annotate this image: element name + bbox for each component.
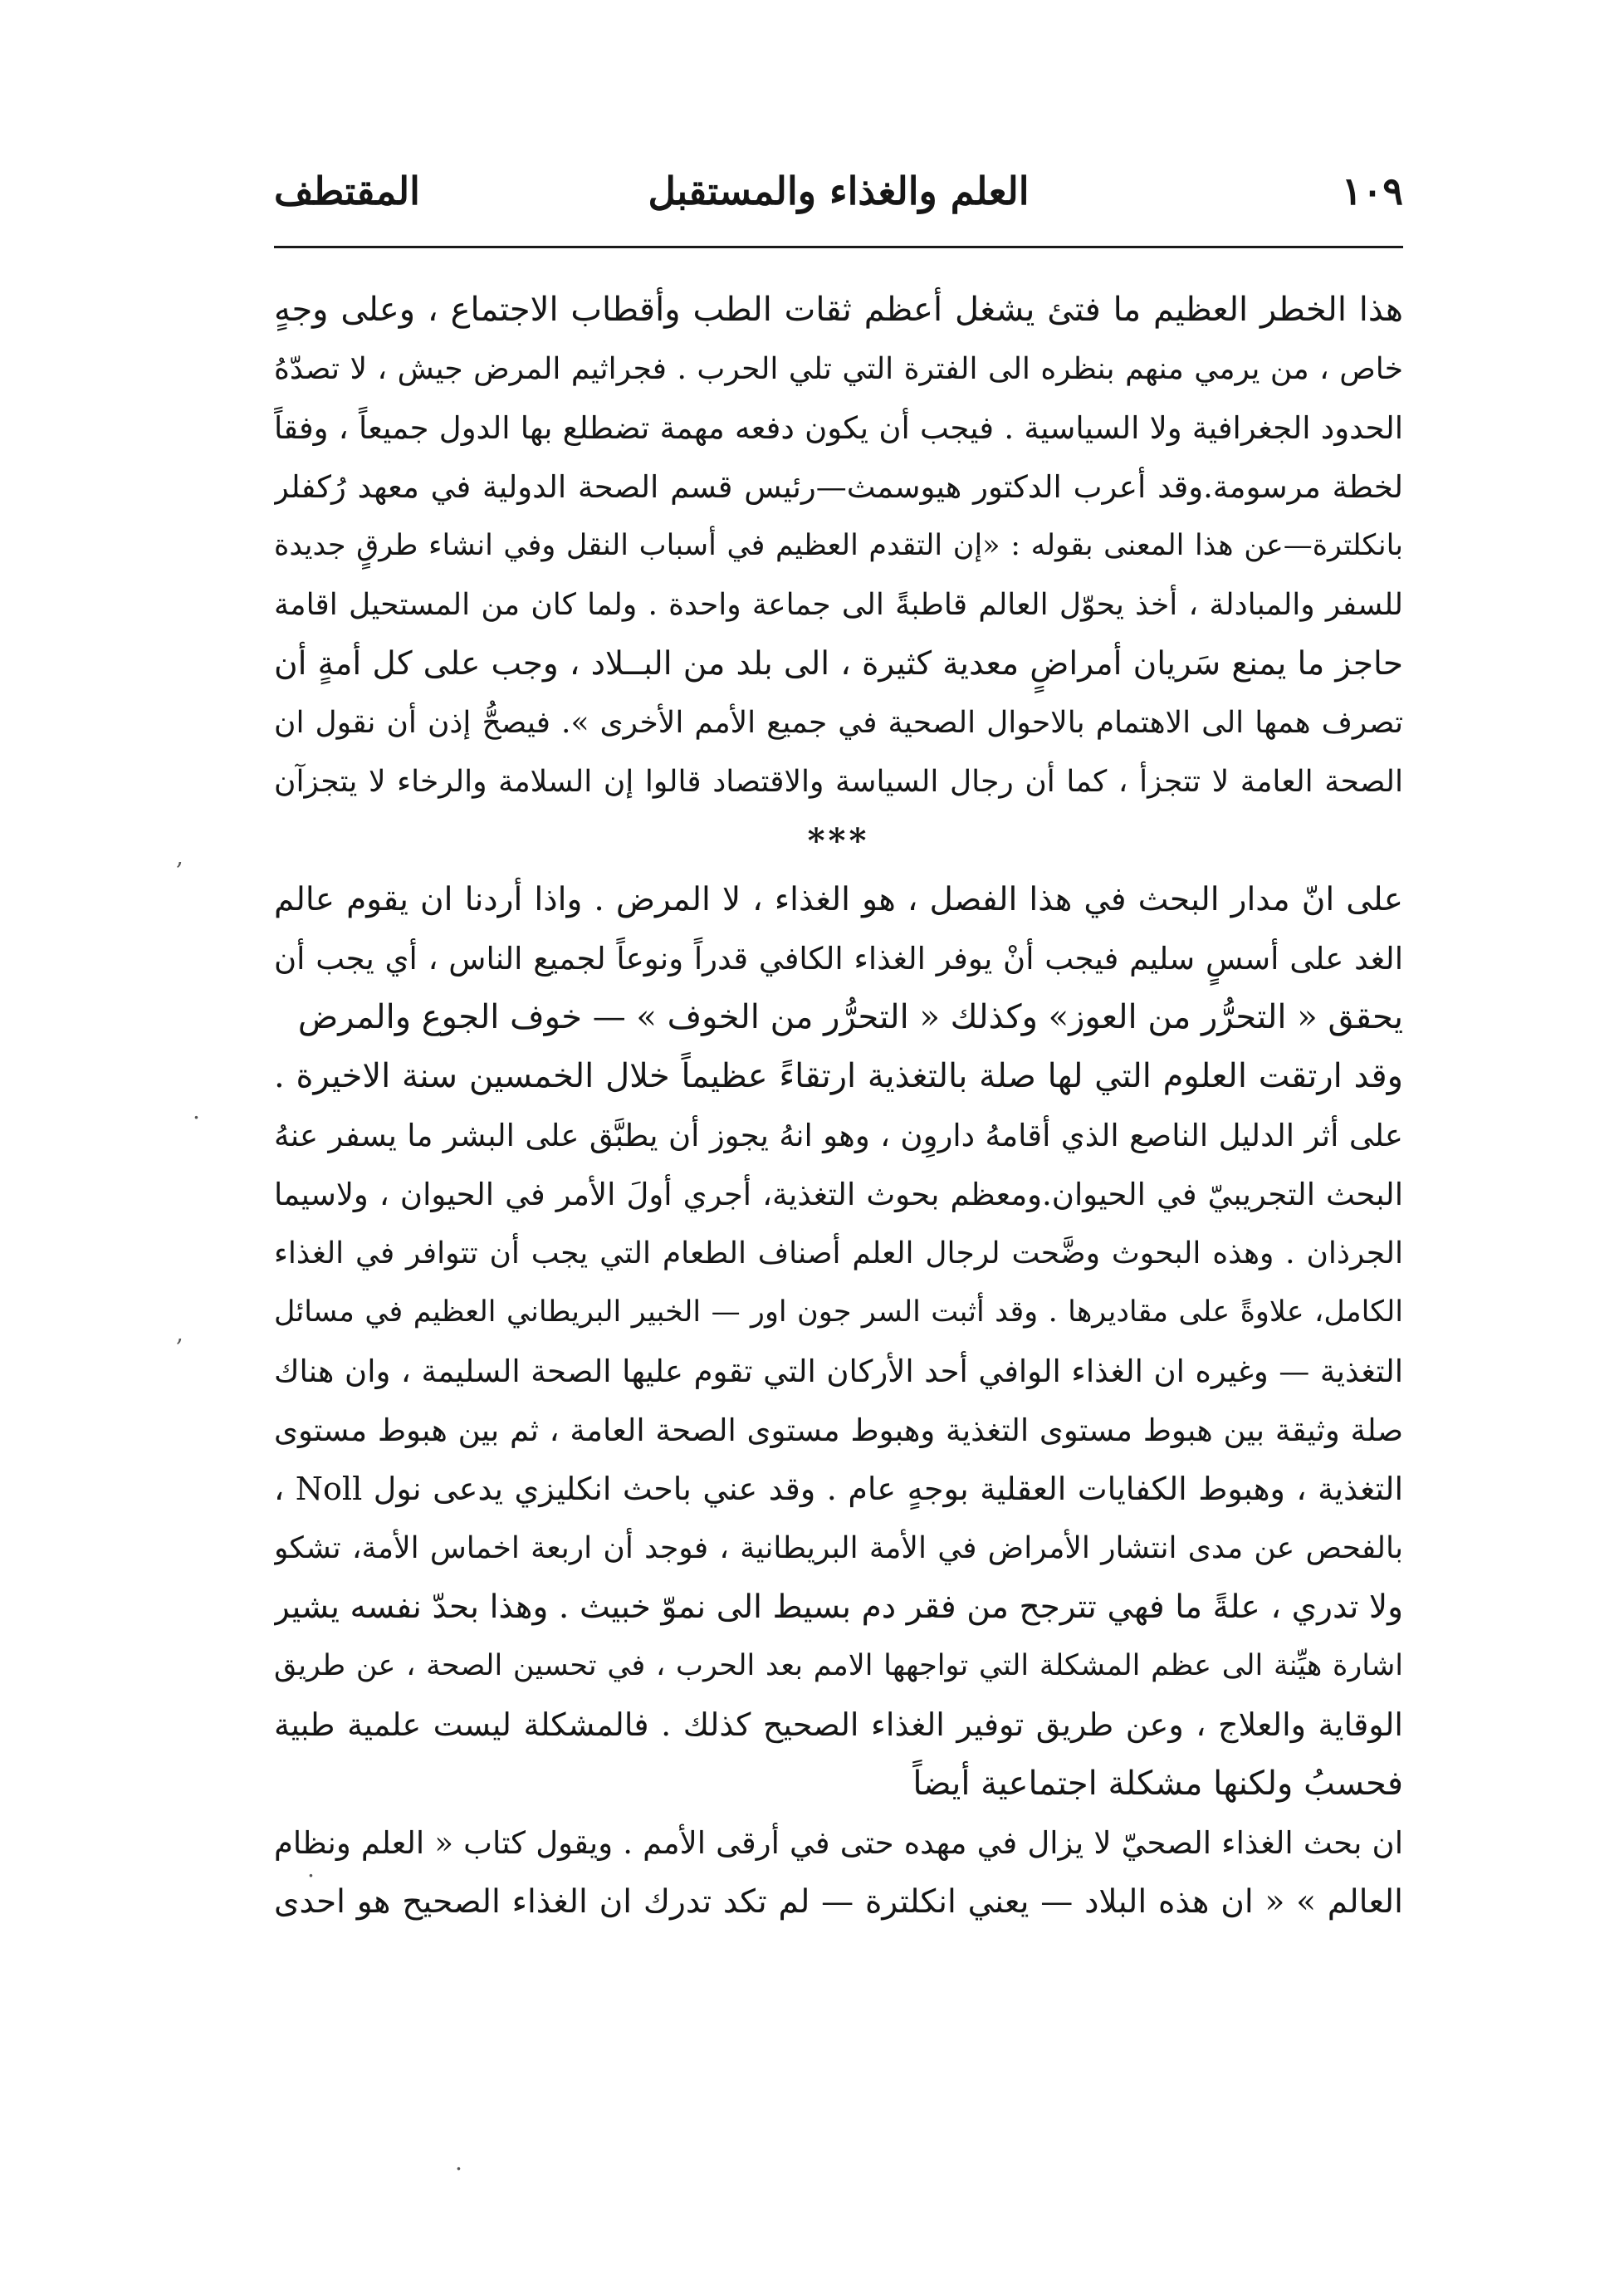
- text-line: بالفحص عن مدى انتشار الأمراض في الأمة البريطانية ، فوجد أن اربعة اخماس الأمة، تشكو: [274, 1531, 1403, 1565]
- text-line: الحدود الجغرافية ولا السياسية . فيجب أن يكون دفعه مهمة تضطلع بها الدول جميعاً ، وفقاً: [274, 410, 1403, 446]
- text-line: على أثر الدليل الناصع الذي أقامهُ داروِن ، وهو انهُ يجوز أن يطبَّق على البشر ما يسفر عنهُ: [274, 1118, 1403, 1153]
- text-line: البحث التجريبيّ في الحيوان.ومعظم بحوث التغذية، أجري أولَ الأمر في الحيوان ، ولاسيما: [274, 1177, 1403, 1212]
- stray-mark: ,: [176, 1319, 183, 1347]
- text-line: تصرف همها الى الاهتمام بالاحوال الصحية في جميع الأمم الأخرى ». فيصحُّ إذن أن نقول ان: [274, 706, 1403, 740]
- text-line: اشارة هيِّنة الى عظم المشكلة التي تواجهها الامم بعد الحرب ، في تحسين الصحة ، عن طريق: [274, 1649, 1403, 1682]
- text-line: خاص ، من يرمي منهم بنظره الى الفترة التي تلي الحرب . فجراثيم المرض جيش ، لا تصدّهُ: [274, 352, 1403, 386]
- text-line: الصحة العامة لا تتجزأ ، كما أن رجال السياسة والاقتصاد قالوا إن السلامة والرخاء لا يتجزآن: [274, 765, 1403, 799]
- text-line: فحسبُ ولكنها مشكلة اجتماعية أيضاً: [912, 1765, 1403, 1803]
- text-line: الغد على أسسٍ سليم فيجب أنْ يوفر الغذاء الكافي قدراً ونوعاً لجميع الناس ، أي يجب أن: [274, 941, 1403, 977]
- text-line: الكامل، علاوةً على مقاديرها . وقد أثبت السر جون اور — الخبير البريطاني العظيم في مسائل: [274, 1295, 1403, 1329]
- text-line: صلة وثيقة بين هبوط مستوى التغذية وهبوط مستوى الصحة العامة ، ثم بين هبوط مستوى: [274, 1412, 1403, 1448]
- stray-mark: .: [307, 1855, 315, 1882]
- stray-mark: .: [455, 2148, 462, 2176]
- journal-name: المقتطف: [274, 169, 420, 213]
- text-line: يحقق « التحرُّر من العوز» وكذلك « التحرُّر من الخوف » — خوف الجوع والمرض: [297, 998, 1403, 1036]
- text-line: حاجز ما يمنع سَريان أمراضٍ معدية كثيرة ، الى بلد من البــلاد ، وجب على كل أمةٍ أن: [274, 645, 1403, 683]
- text-line: للسفر والمبادلة ، أخذ يحوّل العالم قاطبةً الى جماعة واحدة . ولما كان من المستحيل اقامة: [274, 588, 1403, 622]
- running-header: [274, 166, 1403, 224]
- header-rule: [274, 246, 1403, 248]
- text-line: بانكلترة—عن هذا المعنى بقوله : «إن التقدم العظيم في أسباب النقل وفي انشاء طرقٍ جديدة: [274, 529, 1403, 562]
- article-body: [274, 281, 1403, 1931]
- section-separator: ***: [807, 821, 870, 860]
- text-line: الوقاية والعلاج ، وعن طريق توفير الغذاء الصحيح كذلك . فالمشكلة ليست علمية طبية: [274, 1706, 1403, 1743]
- text-line: لخطة مرسومة.وقد أعرب الدكتور هيوسمث—رئيس قسم الصحة الدولية في معهد رُكفلر: [274, 469, 1403, 505]
- text-line: ان بحث الغذاء الصحيّ لا يزال في مهده حتى في أرقى الأمم . ويقول كتاب « العلم ونظام: [274, 1825, 1403, 1861]
- text-line: على انّ مدار البحث في هذا الفصل ، هو الغذاء ، لا المرض . واذا أردنا ان يقوم عالم: [274, 881, 1403, 918]
- text-line: التغذية ، وهبوط الكفايات العقلية بوجهٍ عام . وقد عني باحث انكليزي يدعى نول Noll ،: [274, 1471, 1403, 1507]
- text-line: هذا الخطر العظيم ما فتئ يشغل أعظم ثقات الطب وأقطاب الاجتماع ، وعلى وجهٍ: [274, 291, 1403, 329]
- text-line: العالم » « ان هذه البلاد — يعني انكلترة — لم تكد تدرك ان الغذاء الصحيح هو احدى: [274, 1883, 1403, 1921]
- text-line: ولا تدري ، علةً ما فهي تترجح من فقر دم بسيط الى نموّ خبيث . وهذا بحدّ نفسه يشير: [274, 1589, 1403, 1626]
- running-title: العلم والغذاء والمستقبل: [648, 169, 1030, 213]
- stray-mark: .: [193, 1097, 200, 1124]
- stray-mark: ,: [176, 843, 183, 870]
- page-number: ١٠٩: [1341, 169, 1403, 213]
- text-line: التغذية — وغيره ان الغذاء الوافي أحد الأركان التي تقوم عليها الصحة السليمة ، وان هناك: [274, 1354, 1403, 1389]
- text-line: وقد ارتقت العلوم التي لها صلة بالتغذية ارتقاءً عظيماً خلال الخمسين سنة الاخيرة .: [274, 1057, 1403, 1095]
- text-line: الجرذان . وهذه البحوث وضَّحت لرجال العلم أصناف الطعام التي يجب أن تتوافر في الغذاء: [274, 1236, 1403, 1270]
